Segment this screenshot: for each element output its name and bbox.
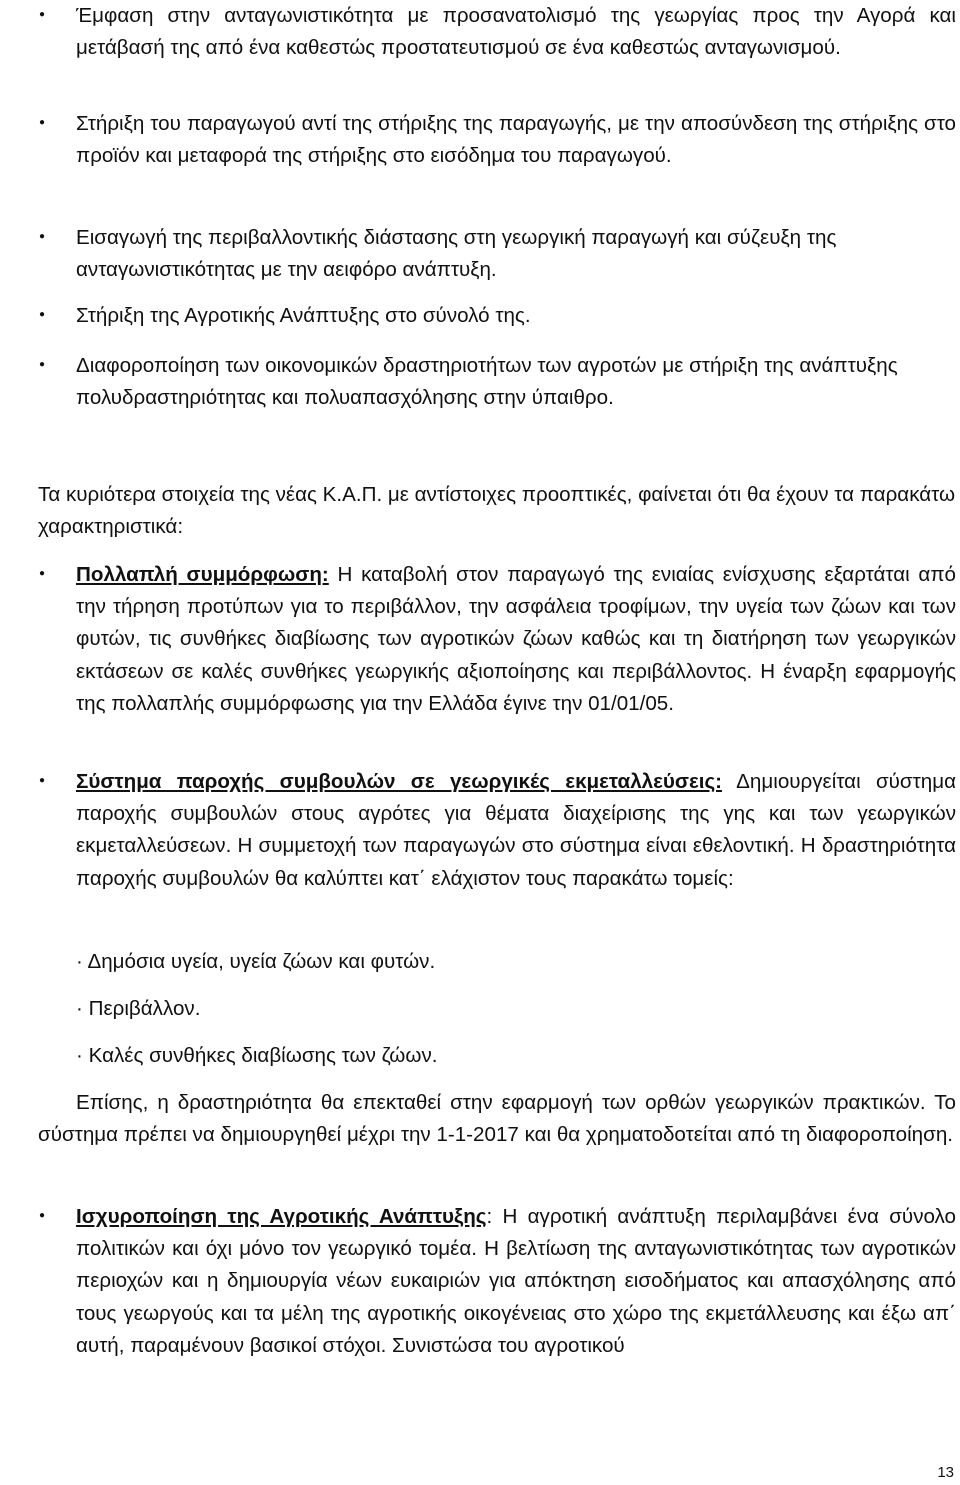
bullet-item [38,108,956,172]
bullet-item [38,222,956,286]
sector-item: · Καλές συνθήκες διαβίωσης των ζώων. [76,1044,438,1067]
feature-item [38,1201,956,1362]
intro-paragraph: Τα κυριότερα στοιχεία της νέας Κ.Α.Π. με αντίστοιχες προοπτικές, φαίνεται ότι θα έχουν τα παρακάτω χαρακτηριστικά: [38,483,956,539]
bullet-text: Έμφαση στην ανταγωνιστικότητα με προσανατολισμό της γεωργίας προς την Αγορά και μετάβασή της από ένα καθεστώς προστατευτισμού σε ένα καθεστώς ανταγωνισμού. [76,4,956,60]
feature-title: Πολλαπλή συμμόρφωση: [76,563,329,586]
sector-item: · Περιβάλλον. [76,997,201,1020]
bullet-text: Στήριξη του παραγωγού αντί της στήριξης της παραγωγής, με την αποσύνδεση της στήριξης στο προϊόν και μεταφορά της στήριξης στο εισόδημα του παραγωγού. [76,112,956,168]
page-number: 13 [937,1464,954,1481]
sector-item: · Δημόσια υγεία, υγεία ζώων και φυτών. [76,950,436,973]
feature-text: Δημιουργείται σύστημα παροχής συμβουλών στους αγρότες για θέματα διαχείρισης της γης και των γεωργικών εκμεταλλεύσεων. Η συμμετοχή των παραγωγών στο σύστημα είναι εθελοντική. Η δραστηριότητα παροχής συμβουλών θα καλύπτει κατ΄ ελάχιστον τους παρακάτω τομείς: [76,770,956,890]
feature-title: Ισχυροποίηση της Αγροτικής Ανάπτυξης [76,1205,487,1228]
feature-item [38,559,956,720]
bullet-item [38,0,956,64]
feature-text: Η καταβολή στον παραγωγό της ενιαίας ενίσχυσης εξαρτάται από την τήρηση προτύπων για το περιβάλλον, την ασφάλεια τροφίμων, την υγεία των ζώων και των φυτών, τις συνθήκες διαβίωσης των αγροτικών ζώων καθώς και τη διατήρηση των γεωργικών εκτάσεων σε καλές συνθήκες γεωργικής αξιοποίησης και περιβάλλοντος. Η έναρξη εφαρμογής της πολλαπλής συμμόρφωσης για την Ελλάδα έγινε την 01/01/05. [76,563,956,715]
extension-paragraph: Επίσης, η δραστηριότητα θα επεκταθεί στην εφαρμογή των ορθών γεωργικών πρακτικών. Το σύστημα πρέπει να δημιουργηθεί μέχρι την 1-1-2017 και θα χρηματοδοτείται από τη διαφοροποίηση. [38,1091,956,1147]
bullet-item [38,300,956,332]
bullet-text: Διαφοροποίηση των οικονομικών δραστηριοτήτων των αγροτών με στήριξη της ανάπτυξης πολυδραστηριότητας και πολυαπασχόλησης στην ύπαιθρο. [76,354,898,410]
feature-item [38,766,956,895]
feature-title: Σύστημα παροχής συμβουλών σε γεωργικές εκμεταλλεύσεις: [76,770,723,793]
bullet-text: Εισαγωγή της περιβαλλοντικής διάστασης στη γεωργική παραγωγή και σύζευξη της ανταγωνιστικότητας με την αειφόρο ανάπτυξη. [76,226,837,282]
bullet-item [38,350,956,414]
feature-text: : Η αγροτική ανάπτυξη περιλαμβάνει ένα σύνολο πολιτικών και όχι μόνο τον γεωργικό τομέα. Η βελτίωση της ανταγωνιστικότητας των αγροτικών περιοχών και η δημιουργία νέων ευκαιριών για απόκτηση εισοδήματος και απασχόλησης από τους γεωργούς και τα μέλη της αγροτικής οικογένειας στο χώρο της εκμετάλλευσης και έξω απ΄ αυτή, παραμένουν βασικοί στόχοι. Συνιστώσα του αγροτικού [76,1205,956,1357]
bullet-text: Στήριξη της Αγροτικής Ανάπτυξης στο σύνολό της. [76,304,531,327]
